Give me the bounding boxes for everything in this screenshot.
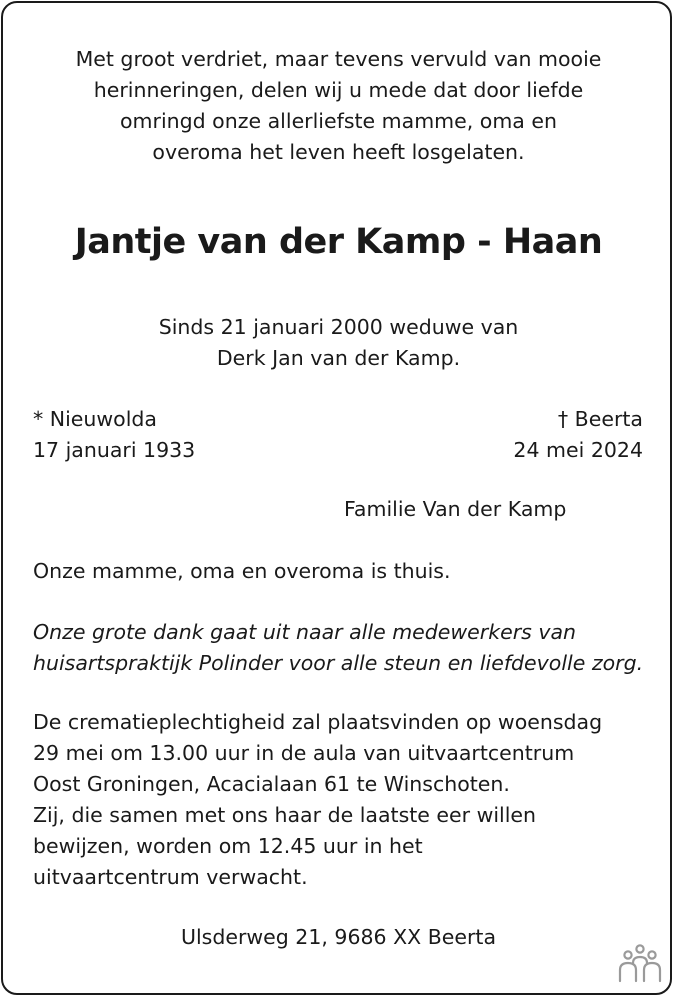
death-info [513,404,643,466]
family-signature: Familie Van der Kamp [344,497,567,521]
ceremony-line: 29 mei om 13.00 uur in de aula van uitvaartcentrum [33,741,575,765]
deceased-name: Jantje van der Kamp - Haan [74,222,603,262]
ceremony-text [33,707,602,893]
intro-line: overoma het leven heeft losgelaten. [152,140,525,164]
birth-place: * Nieuwolda [33,407,157,431]
widow-text [0,312,677,374]
ceremony-line: Oost Groningen, Acacialaan 61 te Winschoten. [33,772,510,796]
ceremony-line: Zij, die samen met ons haar de laatste eer willen [33,803,537,827]
home-note: Onze mamme, oma en overoma is thuis. [33,559,451,583]
people-group-icon [617,944,663,984]
intro-text [0,44,677,168]
address: Ulsderweg 21, 9686 XX Beerta [180,925,497,949]
thanks-line: Onze grote dank gaat uit naar alle medewerkers van [33,620,577,644]
death-place: † Beerta [557,407,643,431]
ceremony-line: De crematieplechtigheid zal plaatsvinden op woensdag [33,710,603,734]
thanks-line: huisartspraktijk Polinder voor alle steun en liefdevolle zorg. [33,651,644,675]
intro-line: Met groot verdriet, maar tevens vervuld van mooie [75,47,602,71]
thanks-text [33,617,643,679]
ceremony-line: uitvaartcentrum verwacht. [33,865,308,889]
intro-line: omringd onze allerliefste mamme, oma en [120,109,557,133]
intro-line: herinneringen, delen wij u mede dat door liefde [93,78,584,102]
birth-info [33,404,195,466]
death-date: 24 mei 2024 [513,438,643,462]
widow-line: Sinds 21 januari 2000 weduwe van [158,315,519,339]
ceremony-line: bewijzen, worden om 12.45 uur in het [33,834,423,858]
widow-line: Derk Jan van der Kamp. [216,346,461,370]
birth-date: 17 januari 1933 [33,438,196,462]
